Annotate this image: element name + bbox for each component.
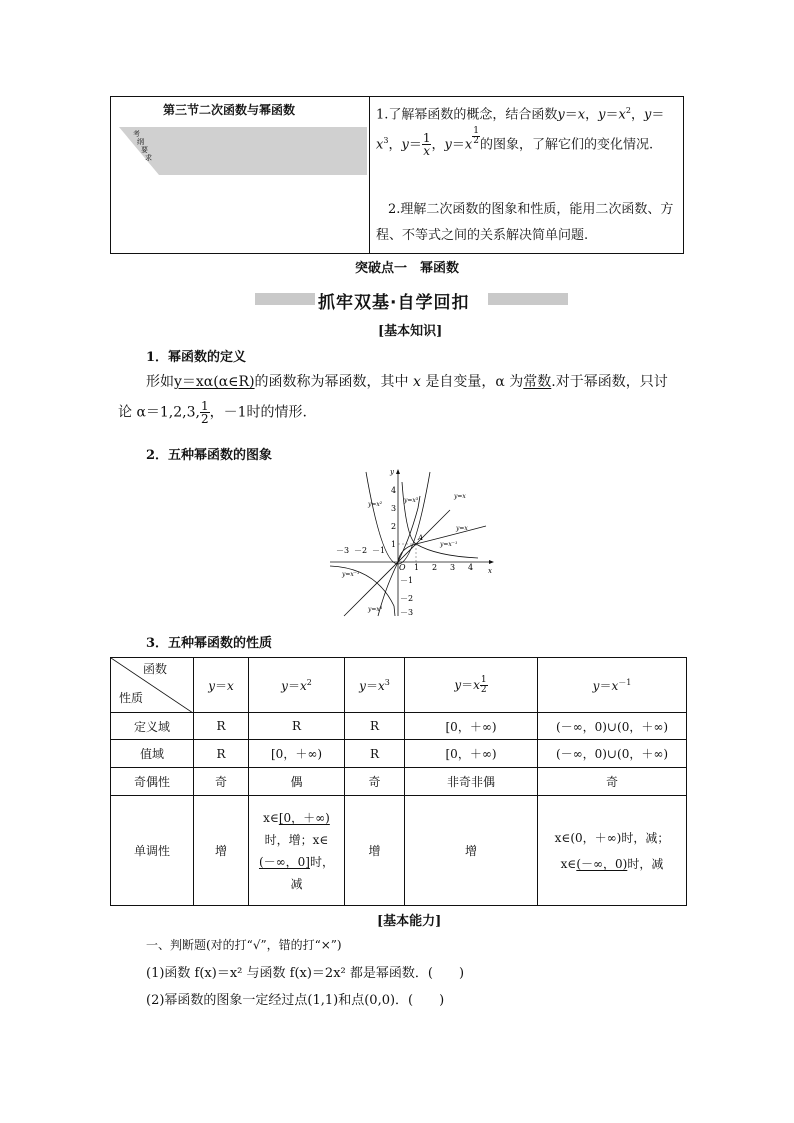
exercise-heading: 一、判断题(对的打“√”，错的打“×”) xyxy=(146,938,342,952)
def-text: .对于幂函数，只讨 xyxy=(551,374,668,390)
table-cell: [0，＋∞) xyxy=(249,740,345,768)
curve-label: y=x³ xyxy=(368,606,383,613)
table-cell: (－∞，0)∪(0，＋∞) xyxy=(538,740,687,768)
curve-label: y=x xyxy=(454,493,466,500)
table-cell: 增 xyxy=(405,796,538,906)
x-tick-label: －3 xyxy=(336,546,350,555)
y-tick-label: 4 xyxy=(391,486,397,495)
y-tick-label: 2 xyxy=(391,522,397,531)
mono-interval: [0，＋∞) xyxy=(278,810,330,825)
curve-label: y=x⁻¹ xyxy=(440,541,458,548)
table-row xyxy=(111,740,687,768)
table-cell xyxy=(538,796,687,906)
def-text: ，－1时的情形. xyxy=(209,404,307,421)
row-label: 值域 xyxy=(111,740,194,768)
curve-label: y=x³ xyxy=(404,497,419,504)
x-axis-arrow xyxy=(489,560,494,564)
table-cell: 奇 xyxy=(345,768,405,796)
syllabus-tab xyxy=(119,127,369,177)
table-cell: 增 xyxy=(194,796,249,906)
curve-reciprocal-neg xyxy=(330,566,395,616)
basic-knowledge-heading: [基本知识] xyxy=(378,324,443,339)
basic-ability-heading: [基本能力] xyxy=(377,914,442,929)
curve-x-cubed xyxy=(378,496,420,616)
mono-text: 减 xyxy=(290,876,303,891)
curve-label: y=x⁻¹ xyxy=(342,571,360,578)
row-label: 单调性 xyxy=(111,796,194,906)
mono-text: x∈ xyxy=(560,856,577,871)
banner-bar-left xyxy=(255,293,315,305)
y-tick-label: －1 xyxy=(400,576,414,585)
origin-label: O xyxy=(399,563,406,572)
mono-text: 时， xyxy=(309,854,334,869)
syllabus-table xyxy=(110,96,684,254)
definition-line-2: 论 α＝1,2,3, $\frac{1}{2}$ ，－1时的情形. xyxy=(118,399,307,426)
tab-char: 纲 xyxy=(137,138,144,146)
def-text: 形如 xyxy=(146,374,174,390)
table-cell: 增 xyxy=(345,796,405,906)
requirement-1-cont: $x^3$，y＝ $\frac{1}{x}$ ，y＝x $\frac{1}{2}$ 的图象，了解它们的变化情况. xyxy=(376,126,654,159)
req1-text-end: 的图象，了解它们的变化情况. xyxy=(479,137,654,153)
tab-char: 考 xyxy=(133,130,140,138)
table-cell: 奇 xyxy=(538,768,687,796)
mono-interval: (－∞，0] xyxy=(258,854,310,869)
x-tick-label: 2 xyxy=(432,563,438,572)
table-row xyxy=(111,768,687,796)
col-header: y＝x xyxy=(194,658,249,713)
table-cell: [0，＋∞) xyxy=(405,713,538,740)
exercise-question-1: (1)函数 f(x)＝x² 与函数 f(x)＝2x² 都是幂函数．( ) xyxy=(146,966,465,981)
x-axis-label: x xyxy=(488,567,492,575)
def-text: 的函数称为幂函数，其中 xyxy=(254,374,409,390)
x-tick-label: 4 xyxy=(468,563,474,572)
row-label: 定义域 xyxy=(111,713,194,740)
col-header: $y=x^{-1}$ xyxy=(538,658,687,713)
y-tick-label: 3 xyxy=(391,504,397,513)
table-cell: 奇 xyxy=(194,768,249,796)
table-row xyxy=(111,713,687,740)
mono-text: x∈(0，＋∞)时，减； xyxy=(554,830,670,845)
table-cell: R xyxy=(194,713,249,740)
x-tick-label: －1 xyxy=(372,546,386,555)
section-1-heading: 1．幂函数的定义 xyxy=(146,350,247,365)
tab-char: 要 xyxy=(141,146,148,154)
table-divider xyxy=(369,97,370,253)
table-header-row xyxy=(111,658,687,713)
col-header: $y=x^3$ xyxy=(345,658,405,713)
y-axis-label: y xyxy=(390,468,394,476)
topic-title: 突破点一 幂函数 xyxy=(355,261,460,276)
corner-bottom-label: 性质 xyxy=(119,691,144,705)
power-function-formula: y＝xα(α∈R) xyxy=(174,374,255,390)
table-cell: R xyxy=(194,740,249,768)
constant-word: 常数 xyxy=(523,374,552,390)
table-cell xyxy=(249,796,345,906)
table-cell: R xyxy=(249,713,345,740)
y-axis-arrow xyxy=(396,469,400,474)
mono-interval: (－∞，0) xyxy=(576,856,628,871)
table-row xyxy=(111,796,687,906)
corner-top-label: 函数 xyxy=(142,662,167,676)
y-tick-label: －2 xyxy=(400,594,414,603)
req1-text: 1.了解幂函数的概念，结合函数 xyxy=(376,107,558,123)
x-tick-label: 1 xyxy=(414,563,420,572)
table-cell: (－∞，0)∪(0，＋∞) xyxy=(538,713,687,740)
table-cell: [0，＋∞) xyxy=(405,740,538,768)
y-tick-label: 1 xyxy=(391,540,397,549)
mono-text: 时，减 xyxy=(627,856,664,871)
point-a-label: A xyxy=(418,534,424,542)
curve-label: y=x² xyxy=(368,501,383,508)
col-header: $y=x^2$ xyxy=(249,658,345,713)
table-cell: 偶 xyxy=(249,768,345,796)
requirement-1: 1.了解幂函数的概念，结合函数y＝x，$y=x^2$，y＝ xyxy=(376,106,665,123)
section-3-heading: 3．五种幂函数的性质 xyxy=(146,636,273,651)
tab-char: 求 xyxy=(145,154,152,162)
x-tick-label: －2 xyxy=(354,546,368,555)
properties-table xyxy=(110,657,687,906)
corner-cell xyxy=(111,658,194,713)
row-label: 奇偶性 xyxy=(111,768,194,796)
table-cell: 非奇非偶 xyxy=(405,768,538,796)
power-function-graph xyxy=(328,466,500,618)
table-cell: R xyxy=(345,713,405,740)
y-tick-label: －3 xyxy=(400,608,414,617)
syllabus-tab-label xyxy=(133,130,152,162)
x-tick-label: 3 xyxy=(450,563,456,572)
def-text: 是自变量，α 为 xyxy=(425,374,524,390)
section-title: 第三节二次函数与幂函数 xyxy=(163,103,296,117)
banner-bar-right xyxy=(488,293,568,305)
curve-label: y=x xyxy=(456,525,468,532)
col-header: y＝x $\frac{1}{2}$ xyxy=(405,658,538,713)
definition-line-1: 形如y＝xα(α∈R)的函数称为幂函数，其中 x 是自变量，α 为常数.对于幂函数，只讨 xyxy=(146,374,668,390)
mono-text: 时，增；x∈ xyxy=(264,832,329,847)
requirement-2: 2.理解二次函数的图象和性质，能用二次函数、方程、不等式之间的关系解决简单问题. xyxy=(376,202,674,243)
mono-text: x∈ xyxy=(263,810,279,825)
section-2-heading: 2．五种幂函数的图象 xyxy=(146,448,273,463)
banner-title: 抓牢双基·自学回扣 xyxy=(318,293,470,313)
table-cell: R xyxy=(345,740,405,768)
exercise-question-2: (2)幂函数的图象一定经过点(1,1)和点(0,0)．( ) xyxy=(146,993,445,1008)
def-text: 论 α＝1,2,3, xyxy=(118,404,200,421)
